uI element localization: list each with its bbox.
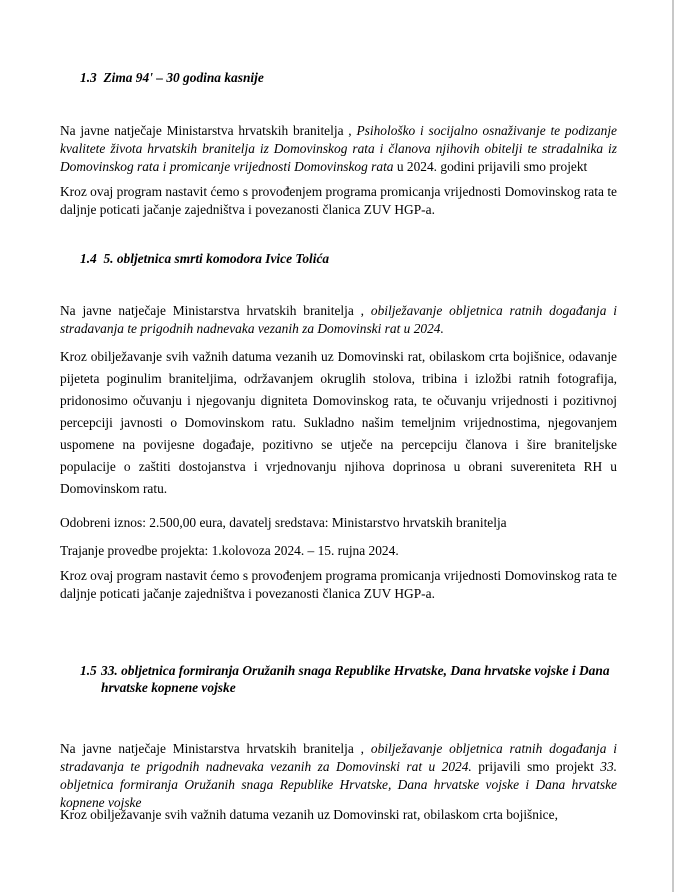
section-1-4-intro	[60, 302, 617, 338]
section-number: 1.5	[80, 663, 97, 678]
section-1-4-closing	[60, 567, 617, 603]
program-name: obilježavanje obljetnica ratnih događanja i stradavanja te prigodnih nadnevaka vezanih za Domovinski rat u 2024.	[60, 741, 617, 774]
section-1-4-body	[60, 346, 617, 500]
intro-text: Na javne natječaje Ministarstva hrvatskih branitelja ,	[60, 741, 371, 756]
section-number: 1.3	[80, 70, 97, 85]
section-1-5-intro	[60, 740, 617, 812]
section-1-3-closing	[60, 183, 617, 219]
section-heading-1-4	[80, 251, 329, 267]
project-duration	[60, 542, 617, 560]
closing-text: Kroz ovaj program nastavit ćemo s provođenjem programa promicanja vrijednosti Domovinskog rata te daljnje poticati jačanje zajedništva i povezanosti članica ZUV HGP-a.	[60, 184, 617, 217]
intro-suffix: u 2024. godini prijavili smo projekt	[393, 159, 588, 174]
section-title: Zima 94' – 30 godina kasnije	[103, 70, 264, 85]
section-heading-1-5	[80, 662, 620, 696]
section-1-3-intro	[60, 122, 617, 176]
intro-text: Na javne natječaje Ministarstva hrvatskih branitelja ,	[60, 303, 371, 318]
section-1-5-body	[60, 806, 617, 824]
program-name: Psihološko i socijalno osnaživanje te podizanje kvalitete života hrvatskih branitelja iz Domovinskog rata i članova njihovih obitelji te stradalnika iz Domovinskog rata i promicanje vrijednosti Domovinskog rata	[60, 123, 617, 174]
section-title: 33. obljetnica formiranja Oružanih snaga Republike Hrvatske, Dana hrvatske vojske i Dana hrvatske kopnene vojske	[101, 663, 610, 695]
program-name: obilježavanje obljetnica ratnih događanja i stradavanja te prigodnih nadnevaka vezanih za Domovinski rat u 2024.	[60, 303, 617, 336]
intro-text: Na javne natječaje Ministarstva hrvatskih branitelja ,	[60, 123, 357, 138]
closing-text: Kroz ovaj program nastavit ćemo s provođenjem programa promicanja vrijednosti Domovinskog rata te daljnje poticati jačanje zajedništva i povezanosti članica ZUV HGP-a.	[60, 568, 617, 601]
intro-mid: prijavili smo projekt	[471, 759, 601, 774]
approved-amount	[60, 514, 617, 532]
body-text: Kroz obilježavanje svih važnih datuma vezanih uz Domovinski rat, obilaskom crta bojišnice,	[60, 807, 558, 822]
section-number: 1.4	[80, 251, 97, 266]
section-heading-1-3	[80, 70, 264, 86]
project-name: 33. obljetnica formiranja Oružanih snaga Republike Hrvatske, Dana hrvatske vojske i Dana hrvatske kopnene vojske	[60, 759, 617, 810]
duration-text: Trajanje provedbe projekta: 1.kolovoza 2024. – 15. rujna 2024.	[60, 543, 399, 558]
amount-text: Odobreni iznos: 2.500,00 eura, davatelj sredstava: Ministarstvo hrvatskih branitelja	[60, 515, 507, 530]
body-text: Kroz obilježavanje svih važnih datuma vezanih uz Domovinski rat, obilaskom crta bojišnice, odavanje pijeteta poginulim braniteljima, održavanjem okruglih stolova, tribina i izložbi ratnih fotografija, pridonosimo očuvanju i njegovanju digniteta Domovinskog rata, te očuvanju vrijednosti i pozitivnoj percepciji javnosti o Domovinskom ratu. Sukladno našim temeljnim vrijednostima, njegovanjem uspomene na povijesne događaje, pozitivno se utječe na percepciju članova i šire braniteljske populacije o zaštiti dostojanstva i vrjednovanju njihova doprinosa u obrani suvereniteta RH u Domovinskom ratu.	[60, 349, 617, 496]
section-title: 5. obljetnica smrti komodora Ivice Tolića	[103, 251, 330, 266]
